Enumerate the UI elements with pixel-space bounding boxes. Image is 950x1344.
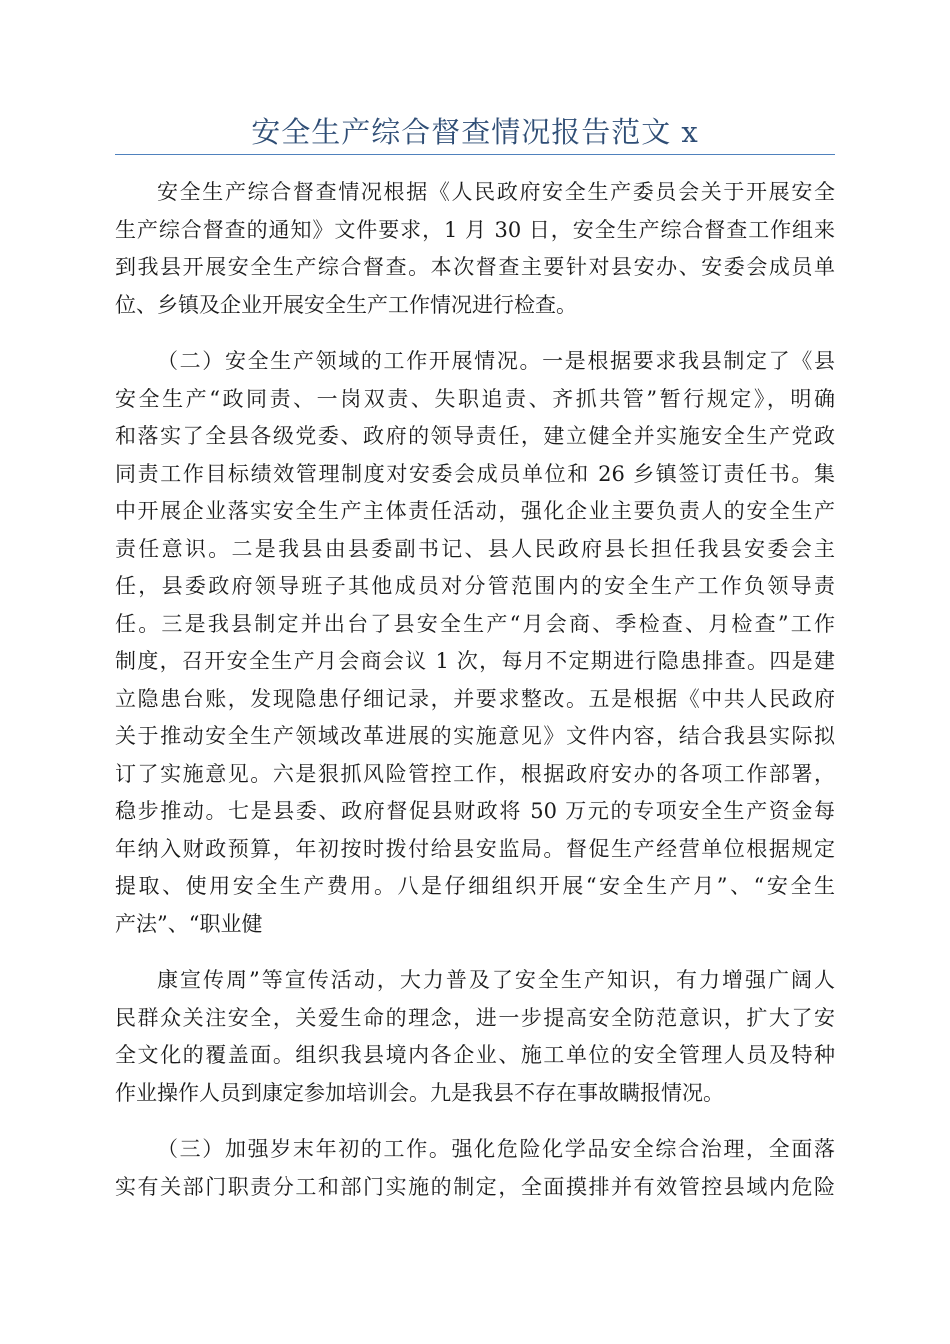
text-line: 实有关部门职责分工和部门实施的制定，全面摸排并有效管控县域内危险: [115, 1174, 835, 1199]
paragraph-section-2: [115, 343, 835, 943]
text-line: 全文化的覆盖面。组织我县境内各企业、施工单位的安全管理人员及特种: [115, 1043, 835, 1067]
paragraph-intro: [115, 174, 835, 324]
text-line: 立隐患台账，发现隐患仔细记录，并要求整改。五是根据《中共人民政府: [115, 686, 835, 711]
text-line: 责任意识。二是我县由县委副书记、县人民政府县长担任我县安委会主: [115, 536, 835, 561]
paragraph-continuation: [115, 962, 835, 1112]
text-line: 安全生产“政同责、一岗双责、失职追责、齐抓共管”暂行规定》，明确: [115, 386, 835, 411]
text-line: 作业操作人员到康定参加培训会。九是我县不存在事故瞒报情况。: [115, 1080, 724, 1105]
text-line: 位、乡镇及企业开展安全生产工作情况进行检查。: [115, 292, 577, 317]
text-line: 提取、使用安全生产费用。八是仔细组织开展“安全生产月”、“安全生: [115, 874, 835, 898]
text-line: 中开展企业落实安全生产主体责任活动，强化企业主要负责人的安全生产: [115, 499, 835, 523]
document-body: [115, 174, 835, 1225]
text-line: 民群众关注安全，关爱生命的理念，进一步提高安全防范意识，扩大了安: [115, 1005, 835, 1030]
text-line: 制度，召开安全生产月会商会议 1 次，每月不定期进行隐患排查。四是建: [115, 649, 835, 673]
text-line: 关于推动安全生产领域改革进展的实施意见》文件内容，结合我县实际拟: [115, 724, 835, 748]
text-line: 稳步推动。七是县委、政府督促县财政将 50 万元的专项安全生产资金每: [115, 799, 835, 823]
text-line: 到我县开展安全生产综合督查。本次督查主要针对县安办、安委会成员单: [115, 255, 835, 279]
paragraph-section-3: [115, 1131, 835, 1206]
document-title: 安全生产综合督查情况报告范文 x: [251, 115, 699, 149]
text-line: 康宣传周”等宣传活动，大力普及了安全生产知识，有力增强广阔人: [157, 968, 835, 992]
title-underline: [115, 154, 835, 155]
text-line: （三）加强岁末年初的工作。强化危险化学品安全综合治理，全面落: [157, 1137, 835, 1161]
text-line: （二）安全生产领域的工作开展情况。一是根据要求我县制定了《县: [157, 349, 835, 373]
text-line: 产法”、“职业健: [115, 911, 263, 936]
text-line: 年纳入财政预算，年初按时拨付给县安监局。督促生产经营单位根据规定: [115, 836, 835, 861]
text-line: 安全生产综合督查情况根据《人民政府安全生产委员会关于开展安全: [157, 180, 835, 204]
text-line: 任，县委政府领导班子其他成员对分管范围内的安全生产工作负领导责: [115, 574, 835, 598]
text-line: 和落实了全县各级党委、政府的领导责任，建立健全并实施安全生产党政: [115, 424, 835, 448]
text-line: 同责工作目标绩效管理制度对安委会成员单位和 26 乡镇签订责任书。集: [115, 461, 835, 486]
text-line: 订了实施意见。六是狠抓风险管控工作，根据政府安办的各项工作部署，: [115, 761, 835, 786]
text-line: 任。三是我县制定并出台了县安全生产“月会商、季检查、月检查”工作: [115, 611, 835, 636]
text-line: 生产综合督查的通知》文件要求，1 月 30 日，安全生产综合督查工作组来: [115, 217, 835, 242]
